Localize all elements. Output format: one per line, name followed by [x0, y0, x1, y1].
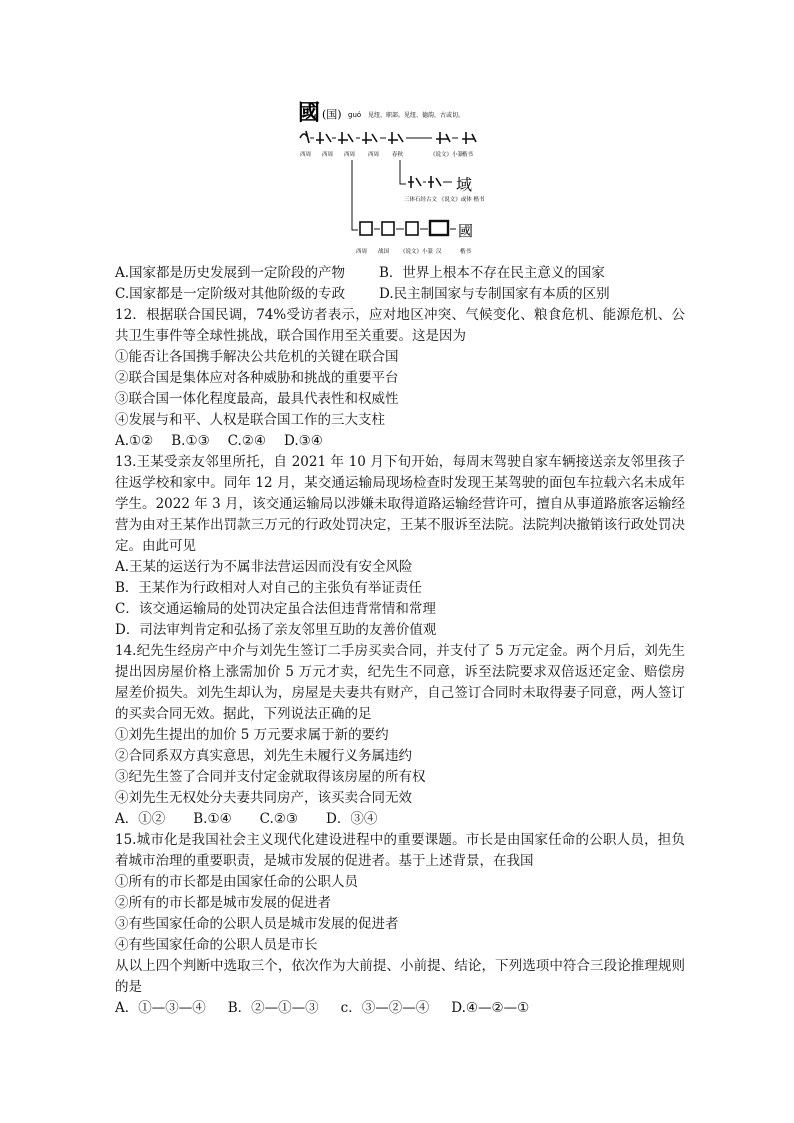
q12-statement-2: ②联合国是集体应对各种威胁和挑战的重要平台	[115, 370, 399, 386]
q12-option-c: C.②④	[227, 433, 267, 449]
q15-option-b: B．②—①—③	[227, 1000, 319, 1016]
row3-labels	[356, 247, 472, 255]
row1-label: 楷书	[462, 152, 474, 158]
row3-label: 楷书	[460, 249, 472, 255]
q12-statement-3: ③联合国一体化程度最高，最具代表性和权威性	[115, 391, 399, 407]
q12-option-b: B.①③	[171, 433, 210, 449]
q13-option-d: D．司法审判肯定和弘扬了亲友邻里互助的友善价值观	[115, 622, 437, 638]
row3-label: 《说文》小篆	[400, 249, 434, 255]
q11-option-a: A.国家都是历史发展到一定阶段的产物	[115, 265, 346, 281]
row1-labels	[300, 150, 474, 158]
row1-label: 西周	[300, 152, 312, 158]
q15-option-a: A．①—③—④	[115, 1000, 206, 1016]
q11-options-row-2	[115, 284, 685, 305]
q15-option-c: c．③—②—④	[340, 1000, 430, 1016]
q12-option-a: A.①②	[115, 433, 154, 449]
q11-options-row-1	[115, 263, 685, 284]
q14-statement-2: ②合同系双方真实意思，刘先生未履行义务属违约	[115, 748, 412, 764]
q14-statement-1: ①刘先生提出的加价 5 万元要求属于新的要约	[115, 727, 389, 743]
q12-statement-4: ④发展与和平、人权是联合国工作的三大支柱	[115, 412, 385, 428]
head-pinyin: guó	[348, 111, 362, 119]
q13-stem: 13.王某受亲友邻里所托，自 2021 年 10 月下旬开始，每周末驾驶自家车辆接送亲友邻里孩子往返学校和家中。同年 12 月，某交通运输局现场检查时发现王某驾驶的面包车拉载六名未成年学生。2022 年 3 月，该交通运输局以涉嫌未取得道路运输经营许可，擅自从事道路旅客运输经营为由对王某作出罚款三万元的行政处罚决定，王某不服诉至法院。法院判决撤销该行政处罚决定。由此可见	[115, 454, 685, 554]
q15-statement-2: ②所有的市长都是城市发展的促进者	[115, 895, 331, 911]
row1-label: 春秋	[392, 152, 404, 158]
q14-option-b: B.①④	[193, 811, 232, 827]
q14-option-d: D．③④	[326, 811, 378, 827]
q11-option-c: C.国家都是一定阶级对其他阶级的专政	[115, 286, 346, 302]
q15-statement-1: ①所有的市长都是由国家任命的公职人员	[115, 874, 358, 890]
head-gloss: 见纽、职部。见纽、德韵，古或切。	[368, 112, 465, 119]
q12-statement-1: ①能否让各国携手解决公共危机的关键在联合国	[115, 349, 399, 365]
q14-options	[115, 809, 685, 830]
q12-option-d: D.③④	[284, 433, 323, 449]
q15-stem: 15.城市化是我国社会主义现代化建设进程中的重要课题。市长是由国家任命的公职人员，担负着城市治理的重要职责，是城市发展的促进者。基于上述背景，在我国	[115, 832, 685, 869]
q13-option-c: C．该交通运输局的处罚决定虽合法但违背常情和常理	[115, 601, 436, 617]
q15-statement-3: ③有些国家任命的公职人员是城市发展的促进者	[115, 916, 399, 932]
q14-option-c: C.②③	[259, 811, 299, 827]
q13-option-b: B．王某作为行政相对人对自己的主张负有举证责任	[115, 580, 422, 596]
row1-glyphs	[300, 131, 476, 144]
row2-char: 域	[456, 175, 473, 194]
q15-options	[115, 998, 685, 1019]
q12-stem: 12．根据联合国民调，74%受访者表示，应对地区冲突、气候变化、粮食危机、能源危机、公共卫生事件等全球性挑战，联合国作用至关重要。这是因为	[115, 307, 685, 344]
row1-label: 西周	[368, 152, 380, 158]
head-simplified: (国)	[322, 108, 342, 121]
row3-char: 國	[458, 222, 474, 240]
head-char: 國	[298, 100, 321, 126]
row3-glyphs	[360, 221, 448, 235]
guo-character-evolution-figure	[296, 98, 496, 260]
row3-label: 西周	[356, 249, 368, 255]
branch-lines	[352, 160, 406, 230]
q14-statement-4: ④刘先生无权处分夫妻共同房产，该买卖合同无效	[115, 790, 412, 806]
q14-statement-3: ③纪先生签了合同并支付定金就取得该房屋的所有权	[115, 769, 426, 785]
q14-stem: 14.纪先生经房产中介与刘先生签订二手房买卖合同，并支付了 5 万元定金。两个月后，刘先生提出因房屋价格上涨需加价 5 万元才卖，纪先生不同意，诉至法院要求双倍返还定金、赔偿房屋差价损失。刘先生却认为，房屋是夫妻共有财产，自己签订合同时未取得妻子同意，两人签订的买卖合同无效。据此，下列说法正确的足	[115, 643, 685, 722]
row3-label: 战国	[378, 249, 390, 255]
q11-option-d: D.民主制国家与专制国家有本质的区别	[379, 286, 610, 302]
row2-labels: 三体石经古文 《说文》或体 楷书	[404, 197, 485, 203]
q15-option-d: D.④—②—①	[451, 1000, 530, 1016]
q11-option-b: B．世界上根本不存在民主意义的国家	[379, 265, 605, 281]
q15-ask: 从以上四个判断中选取三个，依次作为大前提、小前提、结论，下列选项中符合三段论推理规则的是	[115, 958, 685, 995]
q12-options	[115, 431, 685, 452]
q14-option-a: A．①②	[115, 811, 166, 827]
row1-label: 《说文》小篆	[430, 152, 464, 158]
row1-label: 西周	[322, 152, 334, 158]
question-text	[115, 263, 685, 1019]
q15-statement-4: ④有些国家任命的公职人员是市长	[115, 937, 318, 953]
character-evolution-diagram	[296, 98, 496, 260]
q13-option-a: A.王某的运送行为不属非法营运因而没有安全风险	[115, 559, 413, 575]
row1-label: 西周	[344, 152, 356, 158]
row3-label: 汉	[436, 249, 442, 255]
